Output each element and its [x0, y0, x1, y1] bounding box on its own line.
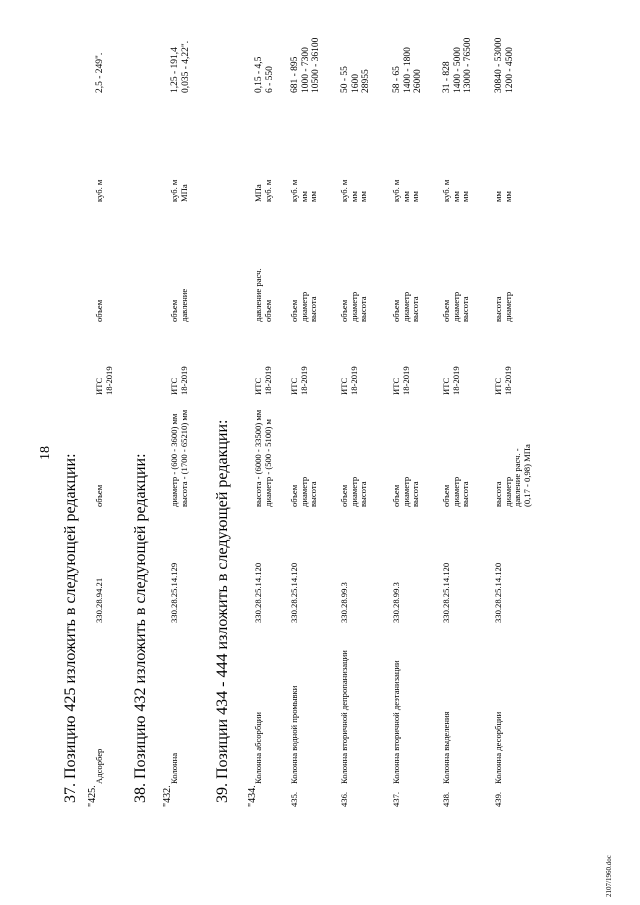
row-params: объем давление [169, 288, 189, 322]
row-name: Колонна выделения [441, 711, 451, 784]
row-values: 0,15 - 4,5 6 - 550 [254, 56, 275, 93]
row-code: 330.28.99.3 [339, 582, 349, 623]
row-units: куб. м [94, 179, 104, 202]
row-params: давление расч. объем [253, 268, 273, 322]
row-name: Колонна водной промывки [289, 685, 299, 784]
row-params: объем диаметр высота [339, 291, 369, 322]
row-number: "434. [247, 785, 258, 807]
row-values: 681 - 895 1000 - 7300 10500 - 36100 [290, 37, 322, 93]
row-name: Колонна вторичной деэтанизации [391, 660, 401, 784]
row-number: "432. [162, 785, 173, 807]
row-characteristics: объем диаметр высота [391, 476, 421, 507]
row-code: 330.28.94.21 [94, 577, 104, 623]
row-name: Колонна [169, 752, 179, 784]
row-standard: ИТС 18-2019 [253, 366, 273, 395]
row-characteristics: диаметр - (600 - 3600) мм высота - (1700 - 65210) мм [169, 409, 189, 507]
row-params: объем диаметр высота [289, 291, 319, 322]
row-characteristics: объем [94, 484, 104, 507]
row-characteristics: объем диаметр высота [441, 476, 471, 507]
row-number: 439. [493, 791, 503, 807]
row-name: Адсорбер [94, 748, 104, 784]
row-standard: ИТС 18-2019 [339, 366, 359, 395]
row-characteristics: объем диаметр высота [289, 476, 319, 507]
row-values: 2,5 - 249". [95, 52, 105, 93]
row-number: "425. [87, 785, 98, 807]
row-code: 330.28.25.14.120 [289, 562, 299, 623]
row-values: 58 - 65 1400 - 1800 26000 [392, 47, 424, 93]
row-code: 330.28.25.14.129 [169, 562, 179, 623]
row-units: куб. м мм мм [289, 179, 319, 202]
row-units: куб. м мм мм [391, 179, 421, 202]
row-standard: ИТС 18-2019 [94, 366, 114, 395]
row-units: куб. м мм мм [441, 179, 471, 202]
row-characteristics: высота диаметр давление расч. - (0,17 - 0,98) МПа [493, 444, 532, 507]
row-units: мм мм [493, 191, 513, 202]
row-params: объем диаметр высота [441, 291, 471, 322]
row-code: 330.28.25.14.120 [493, 562, 503, 623]
footer-filename: 2107/1960.doc [605, 855, 613, 897]
row-params: объем диаметр высота [391, 291, 421, 322]
row-code: 330.28.25.14.120 [253, 562, 263, 623]
row-name: Колонна вторичной депропанизации [339, 650, 349, 784]
row-number: 437. [391, 791, 401, 807]
row-standard: ИТС 18-2019 [289, 366, 309, 395]
section-heading-39: 39. Позиции 434 - 444 изложить в следующей редакции: [214, 419, 231, 803]
row-standard: ИТС 18-2019 [441, 366, 461, 395]
row-units: куб. м мм мм [339, 179, 369, 202]
row-standard: ИТС 18-2019 [169, 366, 189, 395]
row-number: 435. [289, 791, 299, 807]
row-code: 330.28.25.14.120 [441, 562, 451, 623]
row-standard: ИТС 18-2019 [493, 366, 513, 395]
row-number: 436. [339, 791, 349, 807]
page-number: 18 [38, 446, 53, 460]
row-values: 50 - 55 1600 28955 [340, 66, 372, 93]
row-values: 30840 - 53000 1200 - 4500 [494, 37, 515, 93]
row-characteristics: объем диаметр высота [339, 476, 369, 507]
row-units: МПа куб. м [253, 179, 273, 202]
row-params: объем [94, 299, 104, 322]
row-code: 330.28.99.3 [391, 582, 401, 623]
row-values: 1,25 - 191,4 0,035 - 4,22". [170, 40, 191, 93]
row-params: высота диаметр [493, 291, 513, 322]
row-name: Колонна абсорбции [253, 712, 263, 784]
row-units: куб. м МПа [169, 179, 189, 202]
row-name: Колонна десорбции [493, 711, 503, 784]
row-values: 31 - 828 1400 - 5000 13000 - 76500 [442, 37, 474, 93]
row-characteristics: высота - (6000 - 33500) мм диаметр - (500 - 5100) м [253, 409, 273, 507]
row-standard: ИТС 18-2019 [391, 366, 411, 395]
section-heading-37: 37. Позицию 425 изложить в следующей редакции: [62, 453, 79, 803]
section-heading-38: 38. Позицию 432 изложить в следующей редакции: [132, 453, 149, 803]
row-number: 438. [441, 791, 451, 807]
